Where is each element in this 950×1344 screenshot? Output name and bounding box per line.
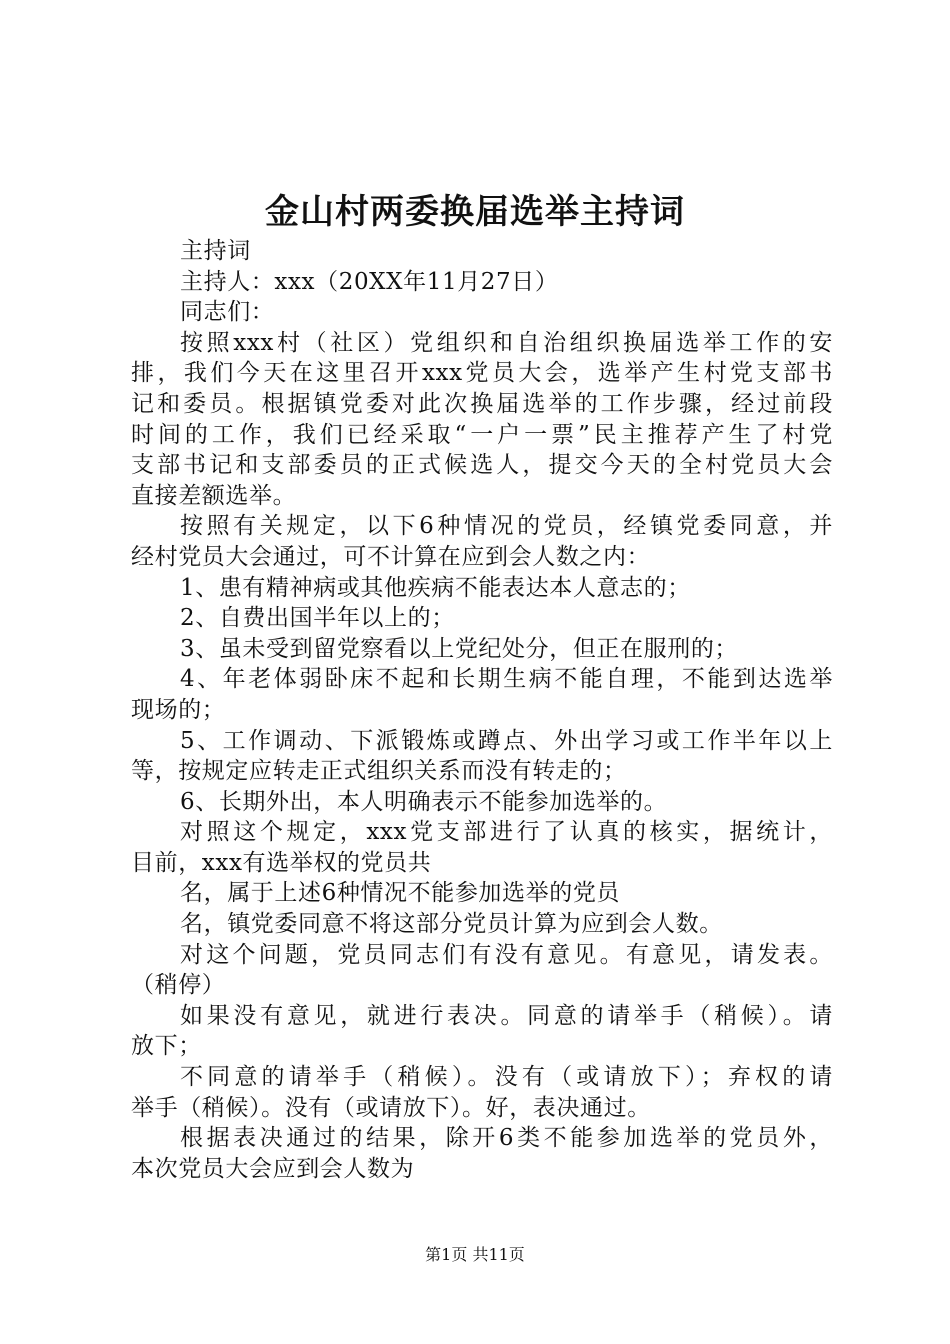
text-line: 名，镇党委同意不将这部分党员计算为应到会人数。	[180, 911, 723, 938]
document-title: 金山村两委换届选举主持词	[265, 192, 685, 232]
text-line: 根据表决通过的结果，除开6类不能参加选举的党员外，	[180, 1125, 833, 1152]
text-line: 支部书记和支部委员的正式候选人，提交今天的全村党员大会	[131, 452, 833, 479]
text-line: 不同意的请举手（稍候）。没有（或请放下）；弃权的请	[180, 1064, 833, 1091]
text-line: 同志们：	[180, 299, 275, 326]
text-line: 如果没有意见，就进行表决。同意的请举手（稍候）。请	[180, 1002, 833, 1029]
text-line: 名，属于上述6种情况不能参加选举的党员	[180, 880, 621, 907]
text-line: 6、长期外出，本人明确表示不能参加选举的。	[180, 788, 668, 815]
text-line: 直接差额选举。	[131, 482, 297, 509]
text-line: （稍停）	[131, 972, 226, 999]
text-line: 按照xxx村（社区）党组织和自治组织换届选举工作的安	[180, 329, 833, 356]
text-line: 3、虽未受到留党察看以上党纪处分，但正在服刑的；	[180, 635, 739, 662]
text-line: 5、工作调动、下派锻炼或蹲点、外出学习或工作半年以上	[180, 727, 833, 754]
page-footer: 第1页 共11页	[425, 1245, 525, 1264]
text-line: 目前，xxx有选举权的党员共	[131, 849, 432, 876]
text-line: 现场的；	[131, 696, 226, 723]
text-line: 排，我们今天在这里召开xxx党员大会，选举产生村党支部书	[131, 360, 833, 387]
text-line: 等，按规定应转走正式组织关系而没有转走的；	[131, 758, 627, 785]
text-line: 2、自费出国半年以上的；	[180, 605, 455, 632]
text-line: 主持人：xxx（20XX年11月27日）	[180, 268, 559, 295]
text-line: 举手（稍候）。没有（或请放下）。好，表决通过。	[131, 1094, 651, 1121]
document-body	[131, 236, 833, 1184]
text-line: 4、年老体弱卧床不起和长期生病不能自理，不能到达选举	[180, 666, 833, 693]
text-line: 本次党员大会应到会人数为	[131, 1155, 415, 1182]
text-line: 经村党员大会通过，可不计算在应到会人数之内：	[131, 543, 651, 570]
text-line: 对这个问题，党员同志们有没有意见。有意见，请发表。	[180, 941, 833, 968]
text-line: 记和委员。根据镇党委对此次换届选举的工作步骤，经过前段	[131, 390, 833, 417]
text-line: 放下；	[131, 1033, 202, 1060]
text-line: 主持词	[180, 238, 251, 264]
text-line: 1、患有精神病或其他疾病不能表达本人意志的；	[180, 574, 691, 601]
text-line: 对照这个规定，xxx党支部进行了认真的核实，据统计，	[180, 819, 833, 846]
text-line: 按照有关规定，以下6种情况的党员，经镇党委同意，并	[180, 513, 833, 540]
text-line: 时间的工作，我们已经采取“一户一票”民主推荐产生了村党	[131, 421, 833, 448]
